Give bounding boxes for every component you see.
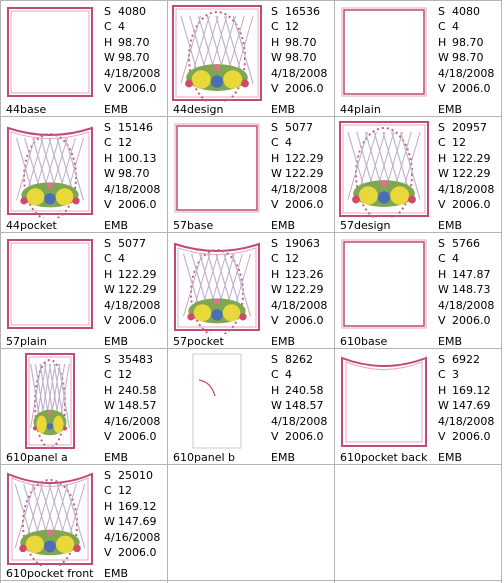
version-value: V 2006.0 (104, 81, 157, 95)
height-value: H 98.70 (104, 35, 150, 49)
width-value: W 122.29 (438, 167, 491, 181)
file-date: 4/18/2008 (438, 298, 495, 312)
file-name: 610panel b (173, 451, 235, 464)
color-count: C 4 (438, 20, 459, 34)
embroidery-thumbnail[interactable] (338, 4, 430, 102)
file-name: 610pocket back (340, 451, 428, 464)
embroidery-thumbnail[interactable] (338, 120, 430, 218)
color-count: C 4 (271, 136, 292, 150)
color-count: C 4 (104, 252, 125, 266)
file-cell-44pocket[interactable] (2, 118, 169, 234)
file-info (271, 352, 327, 444)
stitch-count: S 35483 (104, 353, 153, 366)
version-value: V 2006.0 (271, 197, 324, 211)
file-name: 57design (340, 219, 391, 232)
file-type: EMB (438, 103, 462, 116)
version-value: V 2006.0 (438, 81, 491, 95)
pocket-back-thumbnail-image (338, 352, 430, 450)
color-count: C 12 (271, 20, 299, 34)
embroidery-thumbnail[interactable] (4, 236, 96, 334)
height-value: H 122.29 (438, 151, 491, 165)
file-info (438, 352, 494, 444)
file-type: EMB (104, 451, 128, 464)
embroidery-thumbnail[interactable] (171, 236, 263, 334)
file-name: 44base (6, 103, 47, 116)
file-type: EMB (104, 567, 128, 580)
file-date: 4/18/2008 (438, 414, 495, 428)
file-date: 4/18/2008 (271, 414, 328, 428)
file-type: EMB (104, 103, 128, 116)
file-date: 4/16/2008 (104, 414, 161, 428)
width-value: W 147.69 (104, 515, 157, 529)
height-value: H 100.13 (104, 151, 157, 165)
plain-thumbnail-image (338, 4, 430, 102)
embroidery-thumbnail[interactable] (4, 4, 96, 102)
file-cell-610pocket-back[interactable] (336, 350, 503, 466)
color-count: C 4 (104, 20, 125, 34)
file-cell-610panel-b[interactable] (169, 350, 336, 466)
design-thumbnail-image (338, 120, 430, 218)
file-date: 4/18/2008 (271, 182, 328, 196)
stitch-count: S 8262 (271, 353, 313, 366)
panel-a-thumbnail-image (4, 352, 96, 450)
plain-thumbnail-image (171, 120, 263, 218)
height-value: H 123.26 (271, 267, 324, 281)
file-date: 4/16/2008 (104, 530, 161, 544)
file-info (104, 236, 160, 328)
height-value: H 98.70 (271, 35, 317, 49)
file-info (104, 352, 160, 444)
color-count: C 12 (104, 368, 132, 382)
embroidery-thumbnail[interactable] (4, 120, 96, 218)
file-type: EMB (271, 219, 295, 232)
base-thumbnail-image (4, 4, 96, 102)
file-type: EMB (104, 219, 128, 232)
file-type: EMB (104, 335, 128, 348)
version-value: V 2006.0 (271, 313, 324, 327)
embroidery-thumbnail[interactable] (171, 120, 263, 218)
file-info (271, 236, 327, 328)
color-count: C 12 (271, 252, 299, 266)
file-date: 4/18/2008 (271, 298, 328, 312)
width-value: W 122.29 (104, 283, 157, 297)
stitch-count: S 4080 (438, 5, 480, 18)
color-count: C 12 (438, 136, 466, 150)
height-value: H 169.12 (104, 499, 157, 513)
height-value: H 122.29 (104, 267, 157, 281)
file-type: EMB (271, 103, 295, 116)
file-name: 57pocket (173, 335, 224, 348)
version-value: V 2006.0 (104, 313, 157, 327)
width-value: W 147.69 (438, 399, 491, 413)
file-name: 610base (340, 335, 388, 348)
height-value: H 122.29 (271, 151, 324, 165)
file-name: 44pocket (6, 219, 57, 232)
width-value: W 148.57 (271, 399, 324, 413)
version-value: V 2006.0 (271, 429, 324, 443)
file-name: 610panel a (6, 451, 68, 464)
version-value: V 2006.0 (104, 197, 157, 211)
width-value: W 98.70 (271, 51, 317, 65)
file-type: EMB (438, 219, 462, 232)
file-info (271, 120, 327, 212)
height-value: H 98.70 (438, 35, 484, 49)
file-cell-57base[interactable] (169, 118, 336, 234)
file-type: EMB (438, 451, 462, 464)
plain-thumbnail-image (338, 236, 430, 334)
color-count: C 3 (438, 368, 459, 382)
file-cell-57design[interactable] (336, 118, 503, 234)
file-info (104, 468, 160, 560)
grid-divider (0, 0, 1, 583)
stitch-count: S 16536 (271, 5, 320, 18)
grid-divider (0, 0, 502, 1)
version-value: V 2006.0 (438, 197, 491, 211)
version-value: V 2006.0 (271, 81, 324, 95)
file-cell-44plain[interactable] (336, 2, 503, 118)
stitch-count: S 5077 (271, 121, 313, 134)
width-value: W 98.70 (104, 167, 150, 181)
embroidery-thumbnail[interactable] (338, 352, 430, 450)
file-date: 4/18/2008 (104, 298, 161, 312)
color-count: C 12 (104, 484, 132, 498)
stitch-count: S 4080 (104, 5, 146, 18)
width-value: W 148.73 (438, 283, 491, 297)
height-value: H 147.87 (438, 267, 491, 281)
file-name: 57base (173, 219, 214, 232)
width-value: W 122.29 (271, 283, 324, 297)
file-type: EMB (438, 335, 462, 348)
file-name: 44design (173, 103, 224, 116)
stitch-count: S 25010 (104, 469, 153, 482)
file-cell-44design[interactable] (169, 2, 336, 118)
file-date: 4/18/2008 (438, 66, 495, 80)
pocket-thumbnail-image (4, 120, 96, 218)
file-name: 57plain (6, 335, 47, 348)
file-info (271, 4, 327, 96)
embroidery-thumbnail[interactable] (4, 352, 96, 450)
file-date: 4/18/2008 (438, 182, 495, 196)
file-info (438, 236, 494, 328)
file-date: 4/18/2008 (104, 66, 161, 80)
file-info (438, 4, 494, 96)
design-thumbnail-image (171, 4, 263, 102)
version-value: V 2006.0 (438, 313, 491, 327)
panel-b-thumbnail-image (171, 352, 263, 450)
version-value: V 2006.0 (438, 429, 491, 443)
pocket-thumbnail-image (171, 236, 263, 334)
file-name: 44plain (340, 103, 381, 116)
embroidery-thumbnail[interactable] (4, 468, 96, 566)
file-date: 4/18/2008 (104, 182, 161, 196)
file-info (104, 120, 160, 212)
stitch-count: S 6922 (438, 353, 480, 366)
file-type: EMB (271, 451, 295, 464)
stitch-count: S 5077 (104, 237, 146, 250)
color-count: C 4 (271, 368, 292, 382)
file-cell-610pocket-front[interactable] (2, 466, 169, 582)
file-date: 4/18/2008 (271, 66, 328, 80)
file-cell-57pocket[interactable] (169, 234, 336, 350)
width-value: W 98.70 (438, 51, 484, 65)
embroidery-thumbnail[interactable] (338, 236, 430, 334)
pocket-front-thumbnail-image (4, 468, 96, 566)
file-cell-610panel-a[interactable] (2, 350, 169, 466)
stitch-count: S 5766 (438, 237, 480, 250)
version-value: V 2006.0 (104, 545, 157, 559)
file-cell-44base[interactable] (2, 2, 169, 118)
embroidery-thumbnail[interactable] (171, 352, 263, 450)
file-type: EMB (271, 335, 295, 348)
color-count: C 4 (438, 252, 459, 266)
stitch-count: S 20957 (438, 121, 487, 134)
file-info (438, 120, 494, 212)
height-value: H 169.12 (438, 383, 491, 397)
width-value: W 122.29 (271, 167, 324, 181)
base-thumbnail-image (4, 236, 96, 334)
file-info (104, 4, 160, 96)
file-cell-610base[interactable] (336, 234, 503, 350)
color-count: C 12 (104, 136, 132, 150)
embroidery-thumbnail[interactable] (171, 4, 263, 102)
file-cell-57plain[interactable] (2, 234, 169, 350)
width-value: W 98.70 (104, 51, 150, 65)
stitch-count: S 19063 (271, 237, 320, 250)
stitch-count: S 15146 (104, 121, 153, 134)
version-value: V 2006.0 (104, 429, 157, 443)
width-value: W 148.57 (104, 399, 157, 413)
height-value: H 240.58 (271, 383, 324, 397)
file-name: 610pocket front (6, 567, 94, 580)
height-value: H 240.58 (104, 383, 157, 397)
